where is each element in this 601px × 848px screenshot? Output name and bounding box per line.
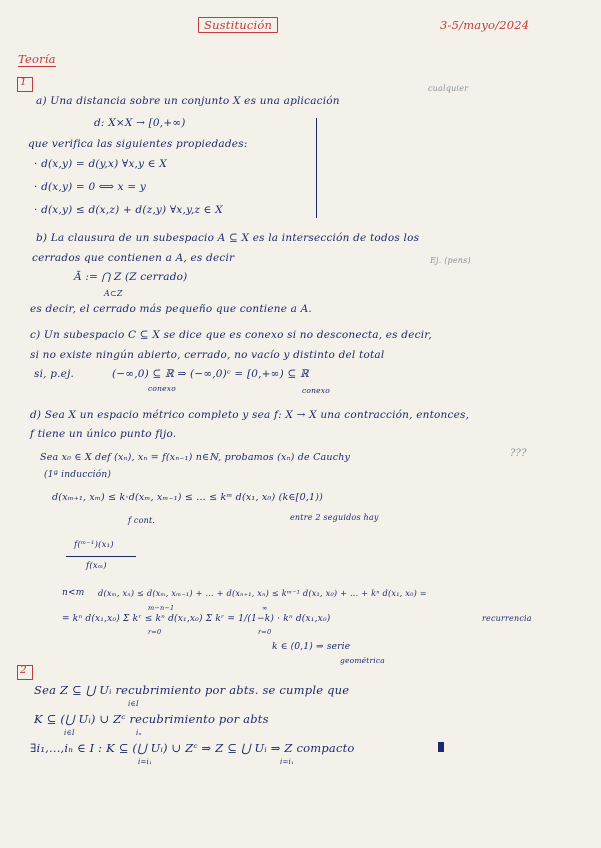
- part-d-line7-sum1: m−n−1: [148, 604, 175, 612]
- part-d-line7-sum2: ∞: [262, 604, 268, 612]
- part-b-formula-sub: A⊂Z: [104, 289, 123, 298]
- part-b-formula: Ā := ⋂ Z (Z cerrado): [74, 271, 188, 283]
- part-b-line1: b) La clausura de un subespacio A ⊆ X es la intersección de todos los: [36, 232, 420, 244]
- qed-mark: [438, 742, 444, 752]
- problem-2-line3-sub1: i=i₁: [138, 758, 152, 766]
- part-c-line1: c) Un subespacio C ⊆ X se dice que es conexo si no desconecta, es decir,: [30, 329, 432, 341]
- problem-2-line3-sub2: i=i₁: [280, 758, 294, 766]
- part-d-marks: ???: [510, 448, 527, 459]
- problem-2-line1-sub: i∈I: [128, 700, 139, 708]
- part-d-line4: (1ª inducción): [44, 470, 112, 480]
- part-d-frac-den: f(xₘ): [86, 561, 107, 571]
- problem-2-line3: ∃i₁,...,iₙ ∈ I : K ⊆ (⋃ Uᵢ) ∪ Zᶜ ⇒ Z ⊆ ⋃ Uᵢ ⇒ Z compacto: [30, 741, 355, 755]
- part-d-line6-a: n<m: [62, 588, 85, 598]
- part-a-intro: que verifica las siguientes propiedades:: [28, 138, 248, 150]
- part-d-line7-sub1: r=0: [148, 628, 162, 636]
- part-a-margin-bar: [316, 118, 317, 218]
- part-d-line5: d(xₘ₊₁, xₘ) ≤ k·d(xₘ, xₘ₋₁) ≤ ... ≤ kᵐ d(x₁, x₀) (k∈[0,1)): [52, 492, 324, 503]
- part-c-note2: conexo: [302, 386, 330, 395]
- header-title: Sustitución: [198, 18, 278, 32]
- part-d-note-left: f cont.: [128, 516, 156, 525]
- part-a-prop2: · d(x,y) = 0 ⟺ x = y: [34, 181, 146, 193]
- problem-2-line3-sup: iₙ: [136, 729, 142, 737]
- part-c-line2: si no existe ningún abierto, cerrado, no vacío y distinto del total: [30, 349, 385, 361]
- problem-2-line2-sub: i∈I: [64, 729, 75, 737]
- part-d-frac-num: f(ᵐ⁻¹)(x₁): [74, 540, 114, 550]
- part-a-prop1: · d(x,y) = d(y,x) ∀x,y ∈ X: [34, 158, 167, 170]
- part-d-line6-b: d(xₘ, xₙ) ≤ d(xₘ, xₘ₋₁) + ... + d(xₙ₊₁, xₙ) ≤ kᵐ⁻¹ d(x₁, x₀) + ... + kⁿ d(x₁, x₀) =: [98, 588, 427, 598]
- part-a-map: d: X×X → [0,+∞): [94, 117, 186, 129]
- part-a-line1: a) Una distancia sobre un conjunto X es una aplicación: [36, 95, 340, 107]
- section-title: Teoría: [18, 52, 56, 66]
- part-b-line2: cerrados que contienen a A, es decir: [32, 252, 235, 264]
- part-d-line8b: geométrica: [340, 656, 385, 665]
- part-d-line8: k ∈ (0,1) ⇒ serie: [272, 642, 351, 652]
- part-d-line3: Sea x₀ ∈ X def (xₙ), xₙ = f(xₙ₋₁) n∈ℕ, probamos (xₙ) de Cauchy: [40, 452, 351, 463]
- part-d-note-right: entre 2 seguidos hay: [290, 513, 379, 522]
- problem-2-number: 2: [20, 664, 27, 676]
- problem-1-number: 1: [20, 76, 27, 88]
- part-a-margin-note: cualquier: [428, 84, 469, 93]
- part-d-line2: f tiene un único punto fijo.: [30, 428, 177, 440]
- part-d-line7-sub2: r=0: [258, 628, 272, 636]
- part-c-line3-a: si, p.ej.: [34, 368, 75, 380]
- part-a-prop3: · d(x,y) ≤ d(x,z) + d(z,y) ∀x,y,z ∈ X: [34, 204, 223, 216]
- part-c-note1: conexo: [148, 384, 176, 393]
- problem-2-line2: K ⊆ (⋃ Uᵢ) ∪ Zᶜ recubrimiento por abts: [34, 712, 269, 726]
- header-date: 3-5/mayo/2024: [440, 18, 530, 32]
- problem-2-line1: Sea Z ⊆ ⋃ Uᵢ recubrimiento por abts. se cumple que: [34, 683, 350, 697]
- part-d-line1: d) Sea X un espacio métrico completo y sea f: X → X una contracción, entonces,: [30, 409, 470, 421]
- part-c-line3-b: (−∞,0) ⊆ ℝ ⇒ (−∞,0)ᶜ = [0,+∞) ⊆ ℝ: [112, 368, 309, 380]
- part-b-margin-note: Ej. (pens): [430, 256, 471, 265]
- part-d-frac-line: [66, 556, 136, 557]
- part-d-line7: = kⁿ d(x₁,x₀) Σ kʳ ≤ kⁿ d(x₁,x₀) Σ kʳ = 1/(1−k) · kⁿ d(x₁,x₀): [62, 614, 331, 624]
- part-b-line3: es decir, el cerrado más pequeño que contiene a A.: [30, 303, 312, 315]
- part-d-line7-note: recurrencia: [482, 614, 532, 623]
